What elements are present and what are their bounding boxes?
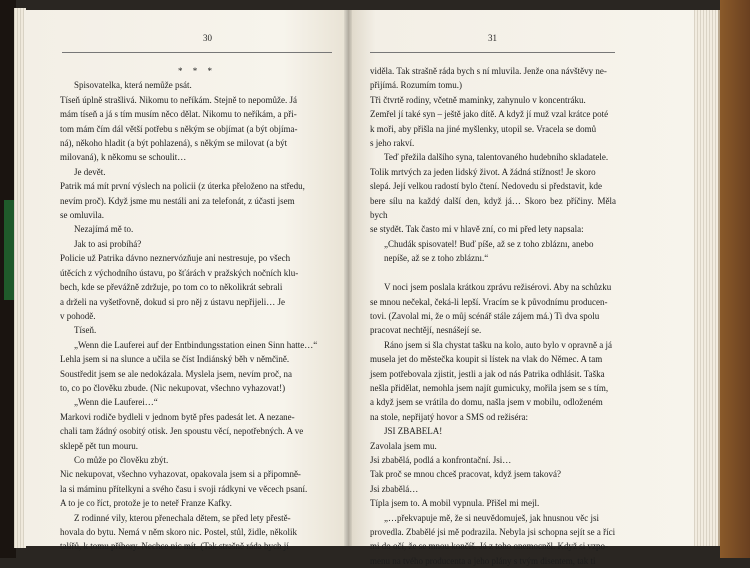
text-line: bech, kde se převážně zdržuje, po tom co to několikrát sebrali — [60, 282, 283, 293]
text-line: tovi. (Zavolal mi, že o můj scénář stále zájem má.) Ti dva spolu — [370, 310, 600, 321]
text-line: provedla. Zbabělé jsi mě podrazila. Nebyla jsi schopna sejít se a říci — [370, 527, 616, 537]
text-line: pracovat nechtějí, nesnášejí se. — [370, 325, 482, 336]
text-line: nevím proč). Když jsme mu nestáli ani za telefonát, z účasti jsem — [60, 195, 295, 206]
text-line: sklepě pět tun mouru. — [60, 440, 138, 451]
text-line: V noci jsem poslala krátkou zprávu režisérovi. Aby na schůzku — [384, 282, 612, 293]
text-line: Co může po člověku zbýt. — [74, 454, 169, 465]
text-line: * * * — [178, 66, 216, 76]
text-line: se mnou nečekal, čeká-li lepší. Vracím se k původnímu producen- — [370, 296, 608, 307]
text-line: a drželi na vyšetřovně, dokud si pro něj z ústavu nepřijeli… Je — [60, 296, 285, 307]
text-line: JSI ZBABELA! — [384, 426, 443, 437]
text-line: milovaná), k někomu se schoulit… — [60, 152, 187, 163]
left-page-text — [60, 64, 334, 554]
text-line: se omluvila. — [60, 210, 104, 221]
text-line: Spisovatelka, která nemůže psát. — [74, 80, 192, 91]
text-line: slepá. Její velkou radostí bylo čtení. Nedovedu si představit, kde — [370, 181, 602, 192]
text-line: Zavolala jsem mu. — [370, 440, 437, 451]
text-line: ná), někoho hladit (a být pohlazená), s někým se milovat (a být — [60, 138, 288, 149]
text-line: Tíseň úplně strašlivá. Nikomu to neříkám. Stejně to nepomůže. Já — [60, 94, 297, 105]
right-header-rule — [370, 52, 615, 53]
text-line: s jeho rakví. — [370, 138, 415, 149]
text-line: Típla jsem to. A mobil vypnula. Přišel mi mejl. — [370, 498, 540, 509]
text-line: A to je co říct, protože je to neteř Franze Kafky. — [60, 498, 232, 509]
text-line: Teď přežila dalšího syna, talentovaného hudebního skladatele. — [384, 152, 609, 163]
text-line: v pohodě. — [60, 310, 96, 321]
text-line: viděla. Tak strašně ráda bych s ní mluvila. Jenže ona návštěvy ne- — [370, 66, 607, 76]
text-line: musela jet do městečka koupit si lístek na vlak do Němec. A tam — [370, 354, 603, 365]
text-line: se stydět. Tak často mi v hlavě zní, co mi před lety napsala: — [370, 224, 584, 235]
text-line: Z rodinné vily, kterou přenechala dětem, se před lety přestě- — [74, 512, 291, 523]
text-line: „…překvapuje mě, že si neuvědomuješ, jak hnusnou věc jsi — [384, 512, 599, 523]
text-line: menu na tvého producenta a jeho plány s tvým disentem, tak ti — [370, 555, 596, 566]
text-line: chali tam žádný osobitý otisk. Jen spoustu věcí, nepotřebných. A ve — [60, 426, 304, 437]
right-page-stack — [694, 10, 720, 546]
text-line: Tak proč se mnou chceš pracovat, když jsem taková? — [370, 469, 562, 480]
text-line: „Chudák spisovatel! Buď píše, až se z toho zbláznı, anebo — [384, 238, 594, 249]
text-line: Tíseň. — [74, 325, 97, 336]
text-line: la si máminu přítelkyni a svého času i svoji rádkyni ve věcech psaní. — [60, 483, 308, 494]
text-line: Jak to asi probíhá? — [74, 238, 142, 249]
text-line: Lehla jsem si na slunce a učila se číst Indiánský běh v němčině. — [60, 354, 290, 365]
text-line: nešla přidělat, nemohla jsem najít gumicuky, mořila jsem se s tím, — [370, 382, 609, 393]
text-line: nepíše, až se z toho zbláznı.“ — [384, 253, 489, 264]
text-line: tom mám čím dál větší potřebu s někým se objímat (a být objíma- — [60, 123, 298, 134]
text-line: útěcích z východního ústavu, po šťárách v pražských nočních klu- — [60, 267, 299, 278]
text-line: to, co po člověku zbude. (Nic nekupovat, všechno vyhazovat!) — [60, 382, 286, 393]
text-line: talířů, k tomu příbory. Nechce nic mít. (Tak strašně ráda bych jí — [60, 541, 289, 552]
text-line: hovala do bytu. Nemá v něm skoro nic. Postel, stůl, židle, několik — [60, 527, 297, 537]
text-line: Markovi rodiče bydleli v jednom bytě přes padesát let. A nezane- — [60, 411, 295, 422]
text-line: přijímá. Rozumím tomu.) — [370, 80, 462, 91]
text-line: Ráno jsem si šla chystat tašku na kolo, auto bylo v opravně a já — [384, 339, 612, 350]
left-page-number: 30 — [203, 33, 212, 43]
desk-background-right — [720, 0, 750, 558]
text-line — [370, 266, 616, 280]
text-line: Patrik má mít první výslech na policii (z úterka přeloženo na středu, — [60, 181, 305, 192]
text-line: na stole, nepřijatý hovor a SMS od režiséra: — [370, 411, 528, 422]
text-line: k moři, aby přišla na jiné myšlenky, utopil se. Vracela se domů — [370, 123, 597, 134]
left-header-rule — [62, 52, 332, 53]
text-line: mi do očí, že se mnou končíš. Já z toho onemocněl. Když si vzpo- — [370, 541, 608, 552]
text-line: Policie už Patrika dávno neznervózňuje ani nestresuje, po všech — [60, 253, 291, 264]
text-line: „Wenn die Lauferei…“ — [74, 397, 158, 408]
text-line: jsem potřebovala zjistit, jestli a jak od nás Patrika odhlásit. Taška — [370, 368, 605, 379]
right-page-text — [370, 64, 616, 568]
text-line: Zemřel jí také syn – ještě jako dítě. A když jí muž vzal krátce poté — [370, 109, 609, 120]
right-page-number: 31 — [488, 33, 497, 43]
text-line: Je devět. — [74, 166, 106, 177]
text-line: Tři čtvrtě rodiny, včetně maminky, zahynulo v koncentráku. — [370, 94, 586, 105]
text-line: Jsi zbabělá, podlá a konfrontační. Jsi… — [370, 454, 512, 465]
book-gutter — [344, 10, 352, 546]
text-line: Tolik mrtvých za jeden lidský život. A žádná stížnost! Je skoro — [370, 166, 596, 177]
text-line: „Wenn die Lauferei auf der Entbindungsstation einen Sinn hatte…“ — [74, 339, 318, 350]
text-line: bere sílu na každý další den, když já… Skoro bez příčiny. Měla bych — [370, 195, 616, 221]
text-line: a když jsem se vrátila do domu, našla jsem v mobilu, odloženém — [370, 397, 603, 408]
text-line: Jsi zbabělá… — [370, 483, 419, 494]
text-line: mám tíseň a já s tím musím něco dělat. Nikomu to neříkám, a při- — [60, 109, 297, 120]
text-line: Nezajímá mě to. — [74, 224, 134, 235]
text-line: Nic nekupovat, všechno vyhazovat, opakovala jsem si a připomně- — [60, 469, 301, 480]
text-line: Soustředit jsem se ale nedokázala. Myslela jsem, nevím proč, na — [60, 368, 292, 379]
book-cover-edge — [4, 200, 14, 300]
